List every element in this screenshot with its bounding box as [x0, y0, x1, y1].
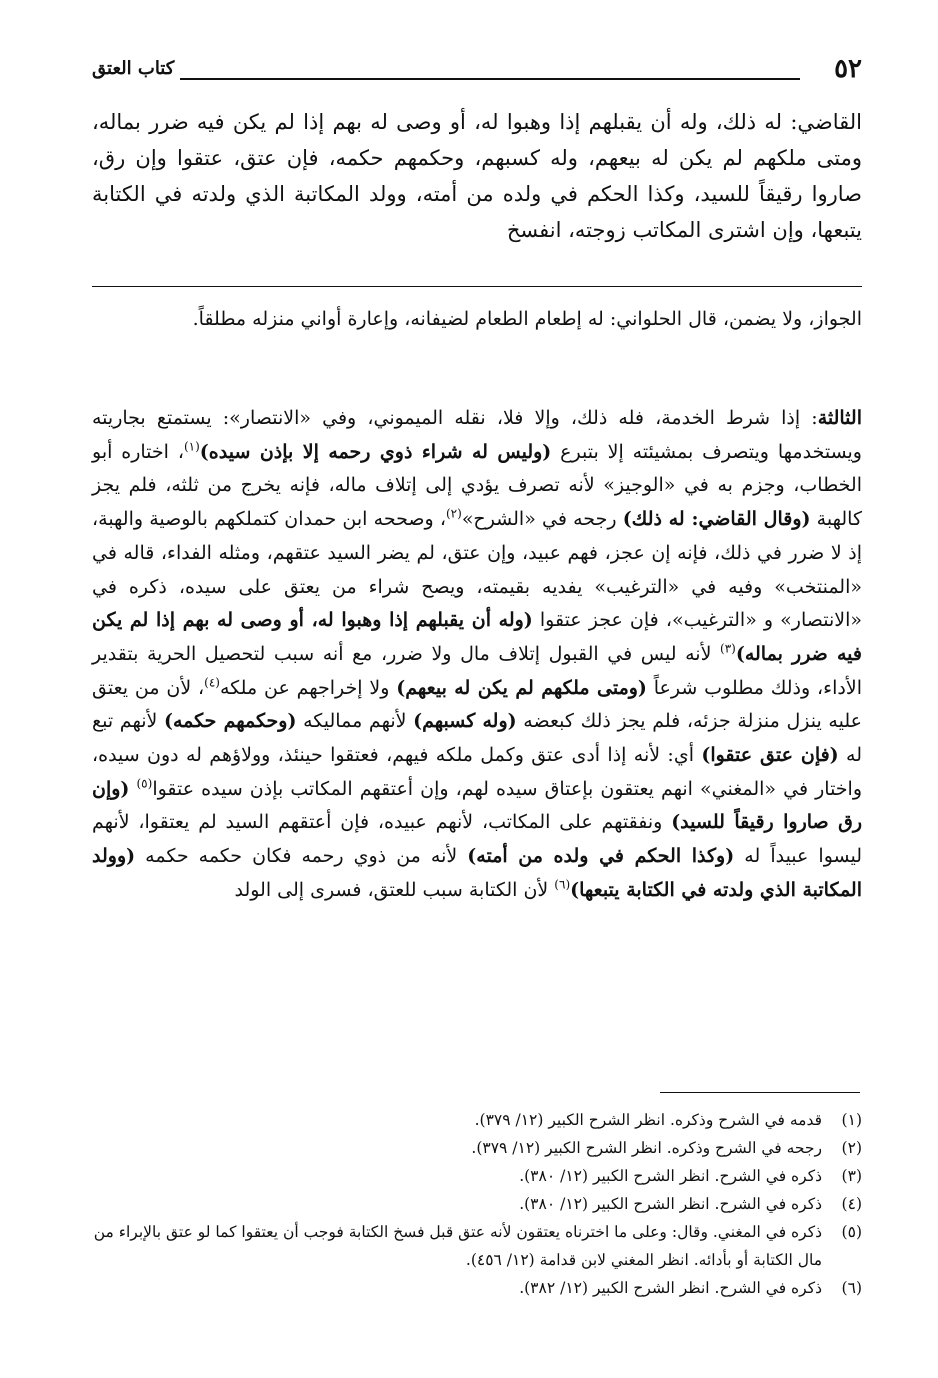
sharh-text: أي: لأنه إذا أدى عتق وكمل ملكه فيهم، فعتقوا حينئذ، وولاؤهم له دون سيده، واختار في «المغني» انهم يعتقون بإعتاق سيده لهم، وإن أعتقهم المكاتب بإذن سيده عتقوا: [92, 744, 863, 800]
footnote-ref: (٦): [554, 877, 571, 892]
sharh-continuation: الجواز، ولا يضمن، قال الحلواني: له إطعام الطعام لضيفانه، وإعارة أواني منزله مطلقاً.: [192, 308, 862, 330]
header-rule: [180, 78, 800, 80]
matn-text: القاضي: له ذلك، وله أن يقبلهم إذا وهبوا له، أو وصى له بهم إذا لم يكن فيه ضرر بماله، ومتى ملكهم لم يكن له بيعهم، وله كسبهم، وحكمهم حكمه، فإن عتق، عتقوا وإن رق، صاروا رقيقاً للسيد، وكذا الحكم في ولده من أمته، وولد المكاتبة الذي ولدته في الكتابة يتبعها، وإن اشترى المكاتب زوجته، انفسخ: [92, 110, 862, 242]
footnote-text: ذكره في الشرح. انظر الشرح الكبير (١٢/ ٣٨٠).: [519, 1167, 822, 1185]
matn-divider: [92, 286, 862, 287]
matn-quote: (وإن رق صاروا رقيقاً للسيد): [92, 777, 863, 834]
footnote-number: (٢): [841, 1139, 862, 1157]
sharh-paragraph: [92, 402, 862, 908]
matn-quote: (وله أن يقبلهم إذا وهبوا له، أو وصى له بهم إذا لم يكن فيه ضرر بماله): [92, 609, 862, 665]
footnote-ref: (٣): [720, 641, 736, 656]
footnote-ref: (٤): [204, 675, 220, 690]
page-number: ٥٢: [834, 54, 862, 84]
sharh-text: رجحه في «الشرح»: [461, 508, 623, 531]
sharh-text: ، اختاره أبو الخطاب، وجزم به في «الوجيز» لأنه تصرف يؤدي إلى إتلاف ماله، فإنه يخرج من ثلثه، فلم يجز كالهبة: [92, 440, 862, 531]
footnote-ref: (١): [183, 439, 200, 454]
footnotes: [92, 1106, 862, 1302]
footnote: [92, 1134, 862, 1162]
matn-quote: (ومتى ملكهم لم يكن له بيعهم): [396, 676, 647, 699]
sharh-text: لأن الكتابة سبب للعتق، فسرى إلى الولد: [234, 878, 555, 901]
book-title: كتاب العتق: [92, 58, 175, 79]
matn-quote: (وكذا الحكم في ولده من أمته): [467, 845, 735, 868]
section-heading: الثالثة: [817, 407, 862, 429]
footnote: [92, 1274, 862, 1302]
sharh-text: ولا إخراجهم عن ملكه: [219, 676, 397, 699]
footnote: [92, 1218, 862, 1274]
footnote-number: (٣): [841, 1167, 862, 1185]
footnote-number: (٤): [841, 1195, 862, 1213]
matn-quote: (فإن عتق عتقوا): [701, 744, 839, 767]
footnote-text: رجحه في الشرح وذكره. انظر الشرح الكبير (١٢/ ٣٧٩).: [471, 1139, 822, 1157]
sharh-text: لأنه من ذوي رحمه فكان حكمه حكمه: [135, 845, 468, 868]
matn-quote: (وله كسبهم): [413, 710, 517, 733]
footnote-number: (٦): [841, 1279, 862, 1297]
footnote-ref: (٥): [136, 776, 153, 791]
footnote-divider: [660, 1092, 860, 1093]
footnote-text: ذكره في المغني. وقال: وعلى ما اخترناه يعتقون لأنه عتق قبل فسخ الكتابة فوجب أن يعتقوا كما لو عتق بالإبراء من مال الكتابة أو بأدائه. انظر المغني لابن قدامة (١٢/ ٤٥٦).: [93, 1223, 822, 1269]
sharh-text: لأنه ليس في القبول إتلاف مال ولا ضرر، مع أنه سبب لتحصيل الحرية بتقدير الأداء، وذلك مطلوب شرعاً: [92, 642, 862, 699]
footnote: [92, 1106, 862, 1134]
footnote-number: (٥): [841, 1223, 862, 1241]
page-header: [92, 52, 862, 88]
sharh-text: : إذا شرط الخدمة، فله ذلك، وإلا فلا، نقله الميموني، وفي «الانتصار»: يستمتع بجاريته ويستخدمها ويتصرف بمشيئته إلا بتبرع: [92, 407, 862, 463]
sharh-text: ونفقتهم على المكاتب، لأنهم عبيده، فإن أعتقهم السيد لم يعتقوا، لأنهم ليسوا عبيداً له: [92, 811, 862, 868]
sharh-text: لأنهم مماليكه: [296, 710, 414, 733]
footnote-text: ذكره في الشرح. انظر الشرح الكبير (١٢/ ٣٨٢).: [519, 1279, 822, 1297]
matn-quote: (وولد المكاتبة الذي ولدته في الكتابة يتبعها): [92, 845, 862, 901]
matn-quote: (وقال القاضي: له ذلك): [622, 508, 811, 531]
sharh-text: ، وصححه ابن حمدان كتملكهم بالوصية والهبة، إذ لا ضرر في ذلك، فإنه إن عجز، فهم عبيد، وإن عتق، لم يضر السيد عتقهم، ومثله الفداء، قاله في «المنتخب» وفيه في «الترغيب» يفديه بقيمته، ويصح شراء من يعتق على سيده، ذكره في «الانتصار» و «الترغيب»، فإن عجز عتقوا: [92, 508, 862, 632]
sharh-text: لأنهم تبع له: [92, 710, 863, 767]
footnote-ref: (٢): [445, 506, 462, 521]
footnote: [92, 1162, 862, 1190]
footnote-text: قدمه في الشرح وذكره. انظر الشرح الكبير (١٢/ ٣٧٩).: [474, 1111, 822, 1129]
sharh-text: ، لأن من يعتق عليه ينزل منزلة جزئه، فلم يجز ذلك كبعضه: [92, 676, 862, 733]
footnote-text: ذكره في الشرح. انظر الشرح الكبير (١٢/ ٣٨٠).: [519, 1195, 822, 1213]
footnote-number: (١): [841, 1111, 862, 1129]
matn-quote: (وحكمهم حكمه): [164, 710, 297, 733]
footnote: [92, 1190, 862, 1218]
matn-quote: (وليس له شراء ذوي رحمه إلا بإذن سيده): [199, 440, 552, 463]
